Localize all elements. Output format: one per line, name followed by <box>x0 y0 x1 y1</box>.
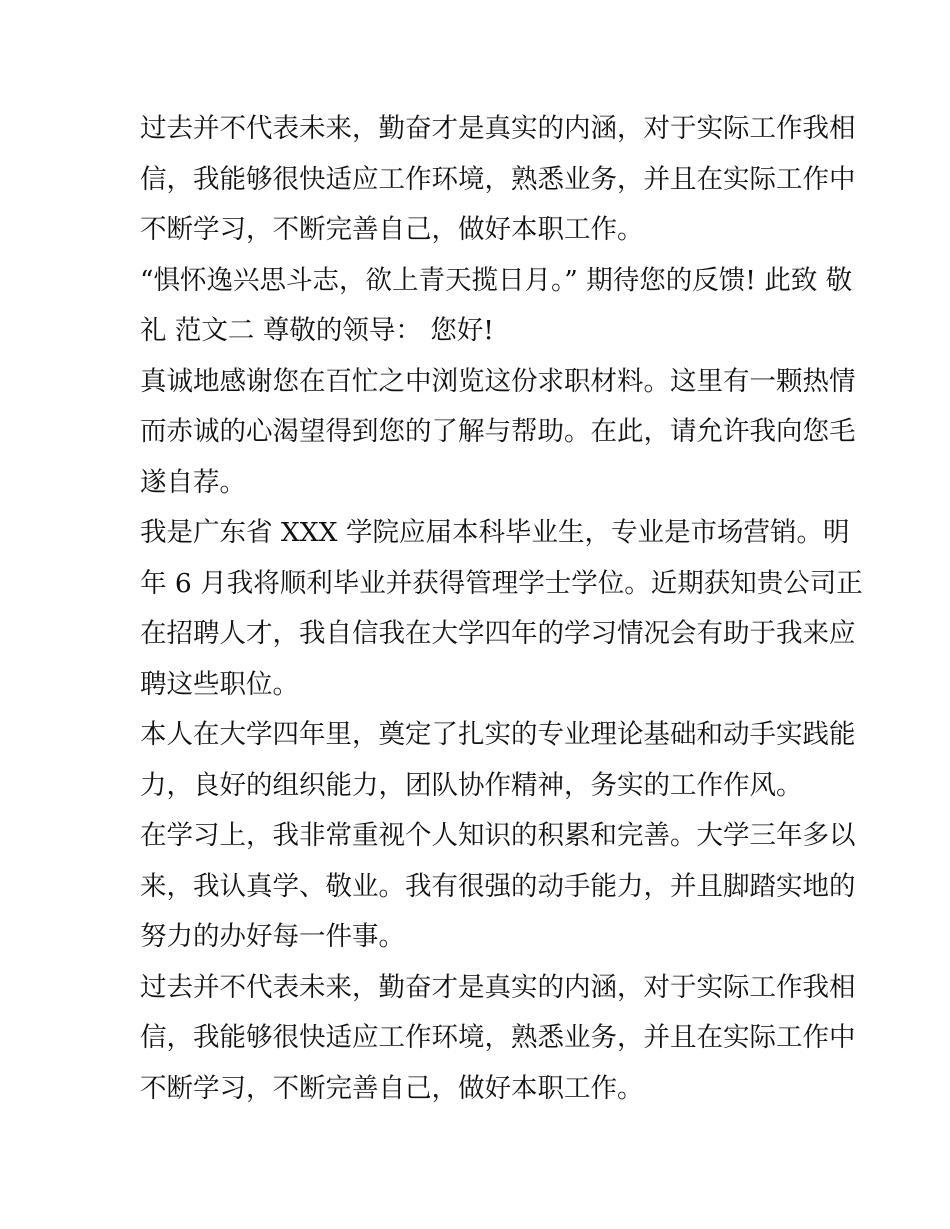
text-line-11: 在招聘人才，我自信我在大学四年的学习情况会有助于我来应 <box>140 618 856 649</box>
text-line-2: 信，我能够很快适应工作环境，熟悉业务，并且在实际工作中 <box>140 163 856 195</box>
text-line-10: 年 6 月我将顺利毕业并获得管理学士学位。近期获知贵公司正 <box>140 567 863 599</box>
text-line-7: 而赤诚的心渴望得到您的了解与帮助。在此，请允许我向您毛 <box>140 416 856 447</box>
text-line-15: 在学习上，我非常重视个人知识的积累和完善。大学三年多以 <box>140 820 856 851</box>
text-line-20: 不断学习，不断完善自己，做好本职工作。 <box>140 1072 644 1104</box>
text-line-13: 本人在大学四年里，奠定了扎实的专业理论基础和动手实践能 <box>140 719 856 750</box>
text-line-17: 努力的办好每一件事。 <box>140 921 405 952</box>
text-line-18: 过去并不代表未来，勤奋才是真实的内涵，对于实际工作我相 <box>140 971 856 1003</box>
text-line-12: 聘这些职位。 <box>140 668 299 700</box>
text-line-3: 不断学习，不断完善自己，做好本职工作。 <box>140 214 644 245</box>
text-line-16: 来，我认真学、敬业。我有很强的动手能力，并且脚踏实地的 <box>140 870 856 902</box>
text-line-9: 我是广东省 XXX 学院应届本科毕业生，专业是市场营销。明 <box>140 517 850 548</box>
text-line-8: 遂自荐。 <box>140 466 246 498</box>
text-line-4: “惧怀逸兴思斗志，欲上青天揽日月。” 期待您的反馈! 此致 敬 <box>140 264 853 296</box>
document-body <box>140 104 863 1114</box>
text-line-19: 信，我能够很快适应工作环境，熟悉业务，并且在实际工作中 <box>140 1022 856 1053</box>
text-line-5: 礼 范文二 尊敬的领导： 您好! <box>140 315 494 346</box>
text-line-1: 过去并不代表未来，勤奋才是真实的内涵，对于实际工作我相 <box>140 113 856 144</box>
text-line-14: 力，良好的组织能力，团队协作精神，务实的工作作风。 <box>140 769 803 801</box>
text-line-6: 真诚地感谢您在百忙之中浏览这份求职材料。这里有一颗热情 <box>140 365 856 397</box>
